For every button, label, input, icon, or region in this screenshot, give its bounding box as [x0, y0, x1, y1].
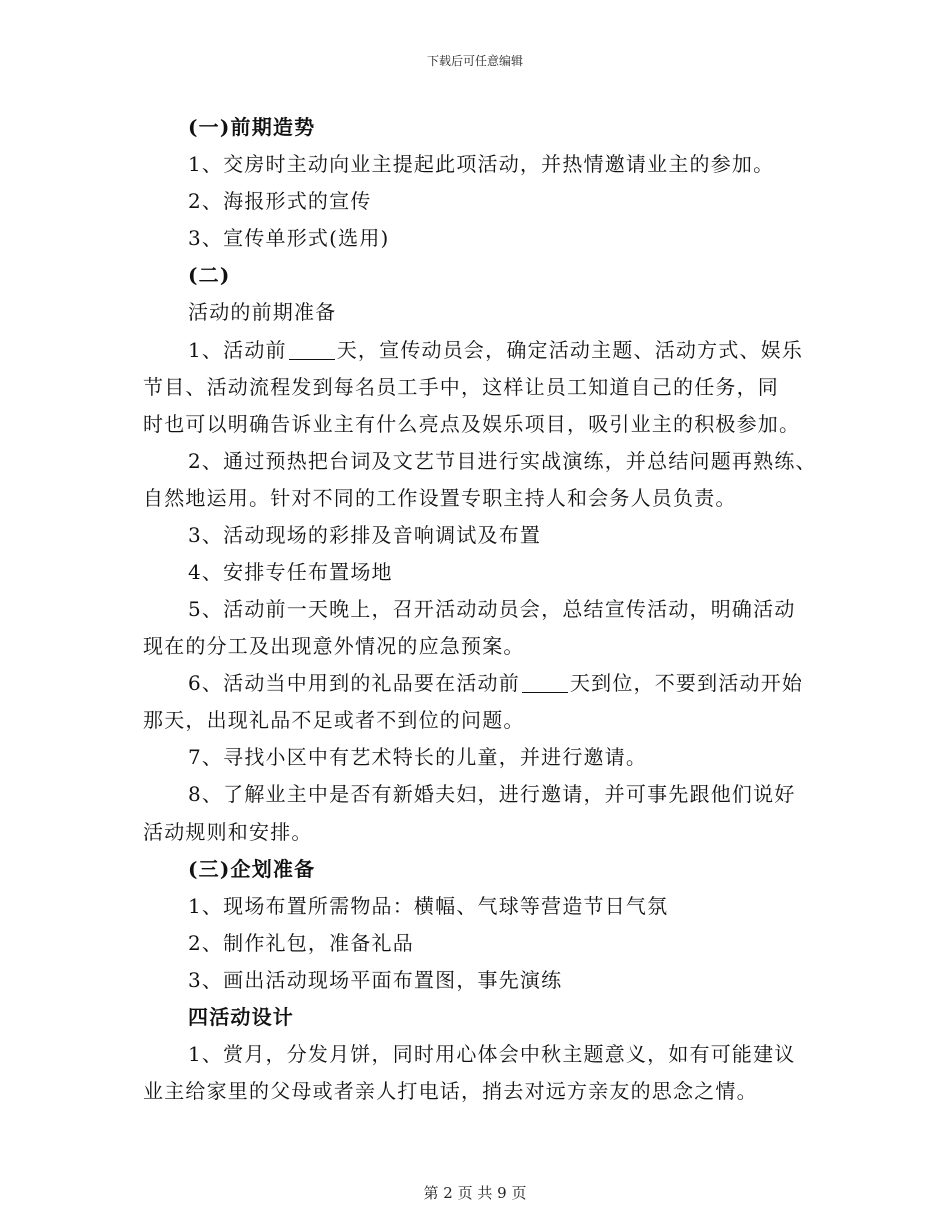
fill-in-blank — [289, 339, 335, 360]
page-header: 下载后可任意编辑 — [426, 54, 523, 68]
paragraph-line: 业主给家里的父母或者亲人打电话，捎去对远方亲友的思念之情。 — [143, 1079, 758, 1103]
paragraph-line: 活动的前期准备 — [188, 300, 337, 324]
paragraph-line: 3、活动现场的彩排及音响调试及布置 — [188, 523, 542, 547]
paragraph-line: 1、活动前 天，宣传动员会，确定活动主题、活动方式、娱乐 — [188, 338, 804, 362]
paragraph-line: 2、制作礼包，准备礼品 — [188, 931, 414, 955]
section-heading-1: (一)前期造势 — [188, 115, 316, 139]
paragraph-line: 6、活动当中用到的礼品要在活动前 天到位，不要到活动开始 — [188, 671, 804, 695]
paragraph-line: 1、现场布置所需物品：横幅、气球等营造节日气氛 — [188, 894, 669, 918]
paragraph-line: 节目、活动流程发到每名员工手中，这样让员工知道自己的任务，同 — [143, 375, 779, 399]
paragraph-line: 现在的分工及出现意外情况的应急预案。 — [143, 634, 525, 658]
paragraph-line: 那天，出现礼品不足或者不到位的问题。 — [143, 708, 525, 732]
paragraph-line: 7、寻找小区中有艺术特长的儿童，并进行邀请。 — [188, 745, 648, 769]
fill-in-blank — [522, 672, 568, 693]
paragraph-line: 1、赏月，分发月饼，同时用心体会中秋主题意义，如有可能建议 — [188, 1042, 796, 1066]
section-heading-3: (三)企划准备 — [188, 857, 316, 881]
page-footer: 第 2 页 共 9 页 — [423, 1184, 527, 1202]
section-heading-4: 四活动设计 — [188, 1005, 294, 1029]
paragraph-line: 8、了解业主中是否有新婚夫妇，进行邀请，并可事先跟他们说好 — [188, 782, 796, 806]
paragraph-line: 1、交房时主动向业主提起此项活动，并热情邀请业主的参加。 — [188, 152, 775, 176]
paragraph-line: 2、通过预热把台词及文艺节目进行实战演练，并总结问题再熟练、 — [188, 449, 817, 473]
paragraph-line: 活动规则和安排。 — [143, 820, 313, 844]
section-heading-2: (二) — [188, 263, 231, 287]
paragraph-line: 4、安排专任布置场地 — [188, 560, 393, 584]
paragraph-line: 3、画出活动现场平面布置图，事先演练 — [188, 968, 563, 992]
paragraph-line: 2、海报形式的宣传 — [188, 189, 372, 213]
paragraph-line: 5、活动前一天晚上，召开活动动员会，总结宣传活动，明确活动 — [188, 597, 796, 621]
paragraph-line: 自然地运用。针对不同的工作设置专职主持人和会务人员负责。 — [143, 486, 737, 510]
paragraph-line: 3、宣传单形式(选用) — [188, 226, 390, 250]
paragraph-line: 时也可以明确告诉业主有什么亮点及娱乐项目，吸引业主的积极参加。 — [143, 412, 801, 436]
